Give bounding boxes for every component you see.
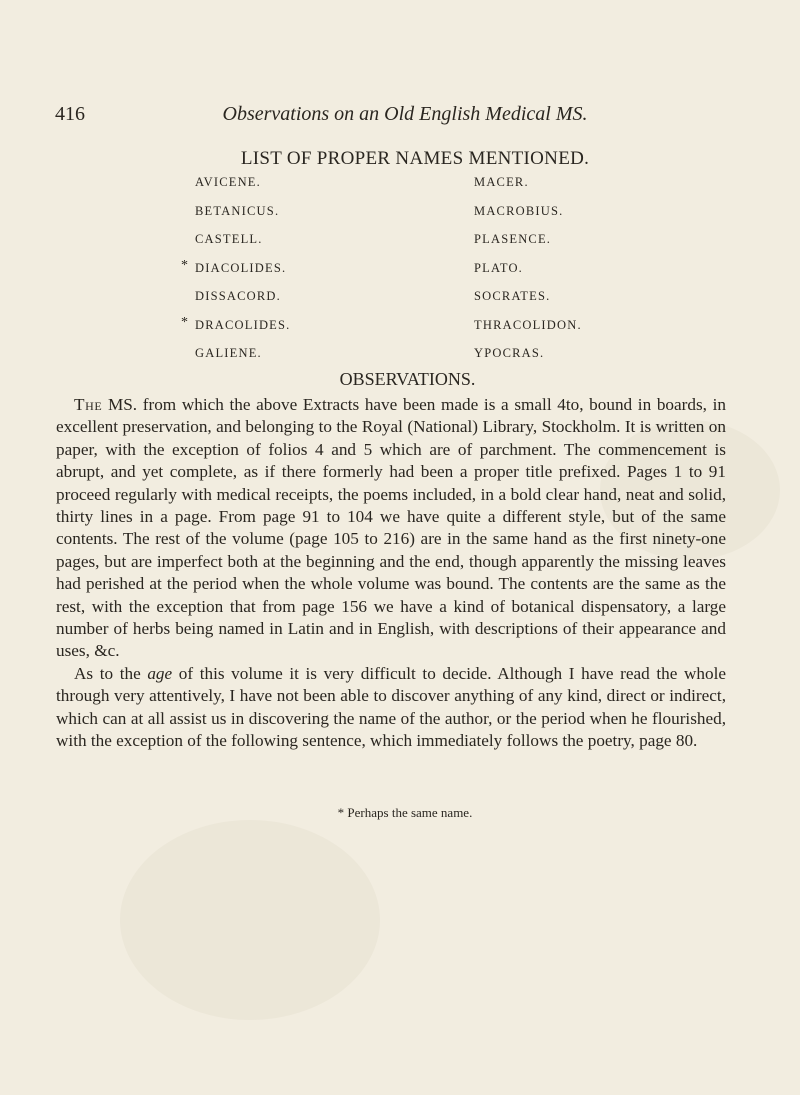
running-head	[55, 103, 715, 133]
footnote: * Perhaps the same name.	[337, 805, 473, 820]
proper-name: DISSACORD.	[195, 289, 281, 303]
paragraph-text: of this volume it is very difficult to decide. Although I have read the whole through very attentively, I have not been able to discover anything of any kind, direct or indirect, which can at all assist us in discovering the name of the author, or the period when he flourished, with the exception of the following sentence, which immediately follows the poetry, page 80.	[56, 663, 726, 751]
paragraph	[56, 663, 726, 753]
paragraph	[56, 394, 726, 663]
proper-name: MACER.	[474, 175, 529, 189]
name-entry	[181, 311, 455, 340]
paper-stain	[120, 820, 380, 1020]
name-entry	[474, 197, 734, 226]
proper-name: DRACOLIDES.	[195, 317, 291, 332]
name-entry	[474, 168, 734, 197]
names-column-left	[181, 168, 455, 368]
name-entry	[474, 254, 734, 283]
paragraph-text: MS. from which the above Extracts have been made is a small 4to, bound in boards, in excellent preservation, and belonging to the Royal (National) Library, Stockholm. It is written on paper, with the exception of folios 4 and 5 which are of parchment. The commencement is abrupt, and yet complete, as if there formerly had been a proper title prefixed. Pages 1 to 91 proceed regularly with medical receipts, the poems included, in a bold clear hand, neat and solid, thirty lines in a page. From page 91 to 104 we have quite a different style, but of the same contents. The rest of the volume (page 105 to 216) are in the same hand as the first ninety-one pages, but are imperfect both at the beginning and the end, though apparently the missing leaves had perished at the period when the whole volume was bound. The contents are the same as the rest, with the exception that from page 156 we have a kind of botanical dispensatory, a large number of herbs being named in Latin and in English, with descriptions of their appearance and uses, &c.	[56, 395, 726, 661]
footnote-star: *	[181, 314, 190, 330]
proper-name: DIACOLIDES.	[195, 260, 287, 275]
name-entry	[195, 282, 455, 311]
proper-name: YPOCRAS.	[474, 346, 545, 360]
name-entry	[474, 282, 734, 311]
proper-name: AVICENE.	[195, 175, 261, 189]
name-entry	[195, 339, 455, 368]
proper-name: CASTELL.	[195, 232, 263, 246]
proper-name: GALIENE.	[195, 346, 262, 360]
name-entry	[195, 168, 455, 197]
name-entry	[195, 225, 455, 254]
list-heading: LIST OF PROPER NAMES MENTIONED.	[240, 148, 590, 169]
name-entry	[474, 311, 734, 340]
paragraph-lead-word: The	[74, 395, 103, 414]
proper-name: PLASENCE.	[474, 232, 552, 246]
footnote-star: *	[181, 257, 190, 273]
names-column-right	[474, 168, 734, 368]
proper-name: SOCRATES.	[474, 289, 551, 303]
name-entry	[474, 339, 734, 368]
proper-name: BETANICUS.	[195, 203, 280, 218]
emphasis-text: age	[147, 663, 173, 683]
observations-body	[56, 394, 726, 753]
proper-name: MACROBIUS.	[474, 203, 564, 218]
name-entry	[181, 254, 455, 283]
paragraph-text: As to the	[74, 663, 148, 683]
name-entry	[474, 225, 734, 254]
name-entry	[195, 197, 455, 226]
observations-heading: OBSERVATIONS.	[339, 369, 476, 389]
proper-name: PLATO.	[474, 260, 523, 275]
proper-name: THRACOLIDON.	[474, 317, 582, 332]
page-number: 416	[55, 103, 85, 125]
running-title: Observations on an Old English Medical MS.	[222, 103, 588, 125]
